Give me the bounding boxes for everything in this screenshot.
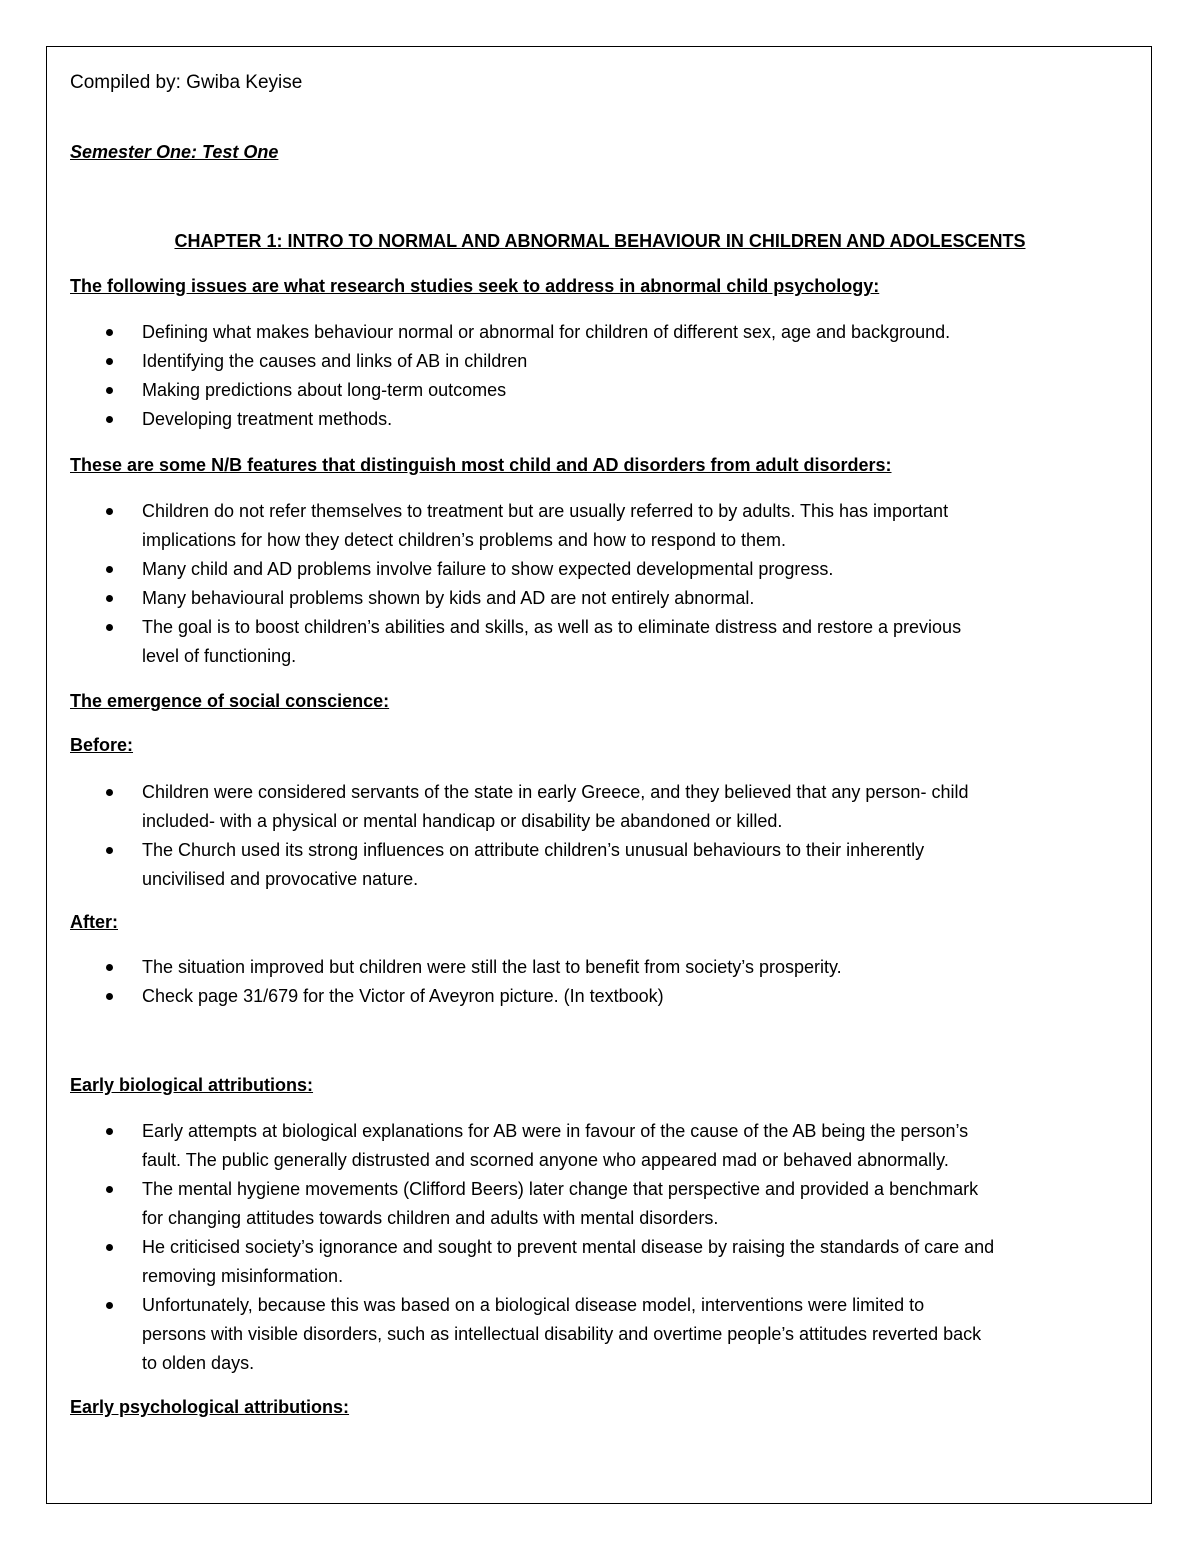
list-biological <box>70 1117 1130 1378</box>
list-item: The mental hygiene movements (Clifford Beers) later change that perspective and provided a benchmark for changing attitudes towards children and adults with mental disorders. <box>70 1175 1130 1233</box>
heading-features: These are some N/B features that distinguish most child and AD disorders from adult disorders: <box>70 455 892 475</box>
heading-after: After: <box>70 912 118 932</box>
list-item: Children do not refer themselves to treatment but are usually referred to by adults. This has important implications for how they detect children’s problems and how to respond to them. <box>70 497 1130 555</box>
list-item: The Church used its strong influences on attribute children’s unusual behaviours to their inherently uncivilised and provocative nature. <box>70 836 1130 894</box>
list-item: Children were considered servants of the state in early Greece, and they believed that any person- child included- with a physical or mental handicap or disability be abandoned or killed. <box>70 778 1130 836</box>
list-item: He criticised society’s ignorance and sought to prevent mental disease by raising the standards of care and removing misinformation. <box>70 1233 1130 1291</box>
list-item: Making predictions about long-term outcomes <box>70 376 1130 405</box>
list-item: Many child and AD problems involve failure to show expected developmental progress. <box>70 555 1130 584</box>
list-item: Defining what makes behaviour normal or abnormal for children of different sex, age and background. <box>70 318 1130 347</box>
list-item: The situation improved but children were still the last to benefit from society’s prosperity. <box>70 953 1130 982</box>
heading-psychological: Early psychological attributions: <box>70 1397 350 1417</box>
chapter-title: CHAPTER 1: INTRO TO NORMAL AND ABNORMAL BEHAVIOUR IN CHILDREN AND ADOLESCENTS <box>174 231 1026 251</box>
list-after <box>70 953 1130 1011</box>
list-research-issues <box>70 318 1130 434</box>
heading-social-conscience: The emergence of social conscience: <box>70 691 390 711</box>
list-item: The goal is to boost children’s abilities and skills, as well as to eliminate distress and restore a previous level of functioning. <box>70 613 1130 671</box>
heading-biological: Early biological attributions: <box>70 1075 314 1095</box>
semester-title: Semester One: Test One <box>70 142 279 162</box>
list-item: Developing treatment methods. <box>70 405 1130 434</box>
list-item: Check page 31/679 for the Victor of Aveyron picture. (In textbook) <box>70 982 1130 1011</box>
compiled-by: Compiled by: Gwiba Keyise <box>70 72 303 93</box>
list-item: Many behavioural problems shown by kids and AD are not entirely abnormal. <box>70 584 1130 613</box>
list-item: Identifying the causes and links of AB in children <box>70 347 1130 376</box>
heading-research-issues: The following issues are what research studies seek to address in abnormal child psychology: <box>70 276 880 296</box>
heading-before: Before: <box>70 735 134 755</box>
list-item: Early attempts at biological explanations for AB were in favour of the cause of the AB being the person’s fault. The public generally distrusted and scorned anyone who appeared mad or behaved abnormally. <box>70 1117 1130 1175</box>
list-features <box>70 497 1130 671</box>
list-item: Unfortunately, because this was based on a biological disease model, interventions were limited to persons with visible disorders, such as intellectual disability and overtime people’s attitudes reverted back to olden days. <box>70 1291 1130 1378</box>
list-before <box>70 778 1130 894</box>
